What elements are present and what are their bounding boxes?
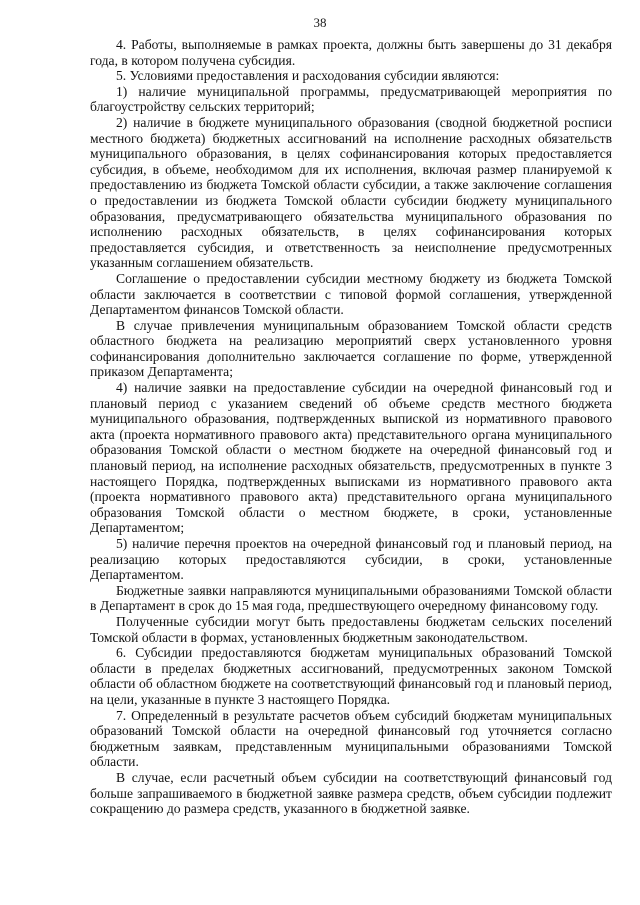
paragraph-condition-1-program: 1) наличие муниципальной программы, предусматривающей мероприятия по благоустройству сельских территорий; (90, 83, 612, 115)
paragraph-item-7-calculation: 7. Определенный в результате расчетов объем субсидий бюджетам муниципальных образований Томской области на очередной финансовый год уточняется согласно бюджетным заявкам, представленным муниципальными образованиями Томской области. (90, 707, 612, 770)
paragraph-agreement-form: Соглашение о предоставлении субсидии местному бюджету из бюджета Томской области заключается в соответствии с типовой формой соглашения, утвержденной Департаментом финансов Томской области. (90, 270, 612, 318)
paragraph-additional-agreement: В случае привлечения муниципальным образованием Томской области средств областного бюджета на реализацию мероприятий сверх установленного уровня софинансирования дополнительно заключается соглашение по форме, утвержденной приказом Департамента; (90, 317, 612, 380)
paragraph-condition-2-budget: 2) наличие в бюджете муниципального образования (сводной бюджетной росписи местного бюджета) бюджетных ассигнований на исполнение расходных обязательств муниципального образования, в целях софинансирования которых предоставляется субсидия, в объеме, необходимом для их исполнения, включая размер планируемой к предоставлению из бюджета Томской области субсидии, а также заключение соглашения о предоставлении из бюджета Томской области субсидии бюджету муниципального образования, предусматривающего обязательства муниципального образования по исполнению расходных обязательств, в целях софинансирования которых предоставляется субсидия, и ответственность за неисполнение предусмотренных указанным соглашением обязательств. (90, 114, 612, 271)
paragraph-budget-applications: Бюджетные заявки направляются муниципальными образованиями Томской области в Департамент в срок до 15 мая года, предшествующего очередному финансовому году. (90, 582, 612, 614)
paragraph-item-5-conditions: 5. Условиями предоставления и расходования субсидии являются: (116, 68, 500, 84)
paragraph-reduction: В случае, если расчетный объем субсидии на соответствующий финансовый год больше запрашиваемого в бюджетной заявке размера средств, объем субсидии подлежит сокращению до размера средств, указанного в бюджетной заявке. (90, 769, 612, 817)
paragraph-item-4-deadline: 4. Работы, выполняемые в рамках проекта, должны быть завершены до 31 декабря года, в котором получена субсидия. (90, 37, 612, 68)
document-body (90, 37, 612, 817)
paragraph-rural-settlements: Полученные субсидии могут быть предоставлены бюджетам сельских поселений Томской области в формах, установленных бюджетным законодательством. (90, 613, 612, 645)
paragraph-condition-4-application: 4) наличие заявки на предоставление субсидии на очередной финансовый год и плановый период с указанием сведений об объеме средств местного бюджета муниципального образования, подтвержденных выпиской из нормативного правового акта (проекта нормативного правового акта) представительного органа муниципального образования Томской области о местном бюджете на очередной финансовый год и плановый период, на исполнение расходных обязательств, предусмотренных в пункте 3 настоящего Порядка, подтвержденных выписками из нормативного правового акта (проекта нормативного правового акта) представительного органа муниципального образования Томской области о местном бюджете, в сроки, установленные Департаментом; (90, 380, 612, 536)
page-number: 38 (313, 15, 327, 30)
paragraph-item-6-allocations: 6. Субсидии предоставляются бюджетам муниципальных образований Томской области в пределах бюджетных ассигнований, предусмотренных законом Томской области об областном бюджете на соответствующий финансовый год и плановый период, на цели, указанные в пункте 3 настоящего Порядка. (90, 645, 612, 707)
paragraph-condition-5-project-list: 5) наличие перечня проектов на очередной финансовый год и плановый период, на реализацию которых предоставляются субсидии, в сроки, установленные Департаментом. (90, 536, 612, 583)
